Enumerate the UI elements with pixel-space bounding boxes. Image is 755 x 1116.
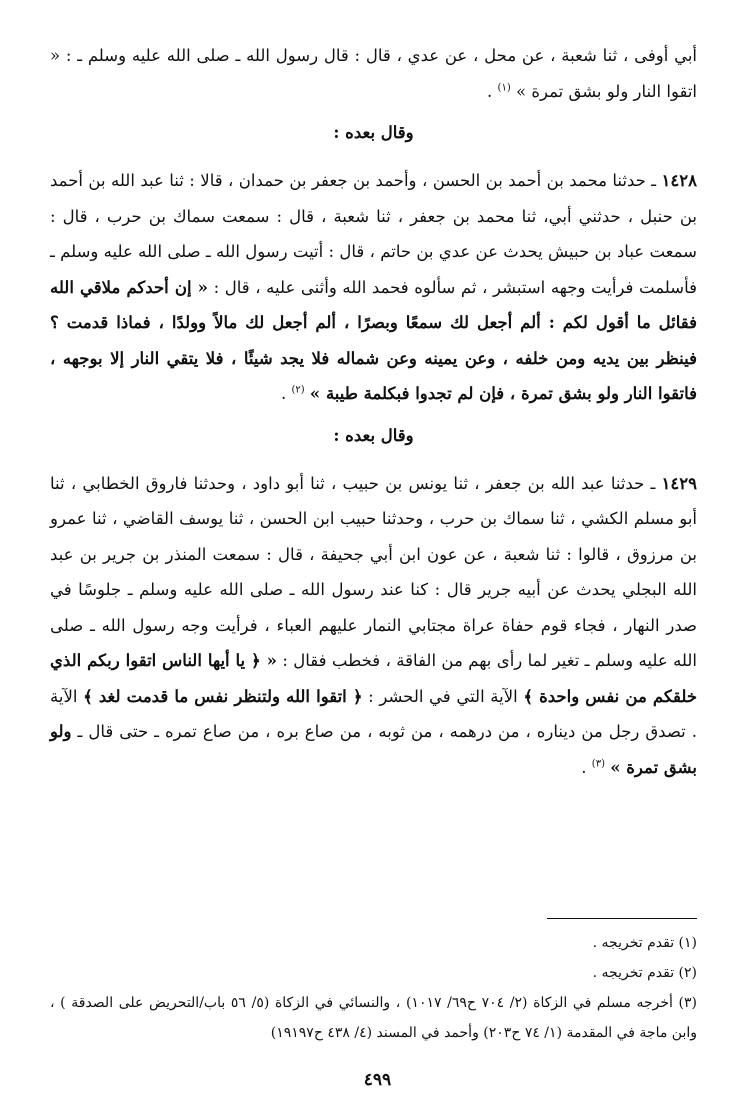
hadith-chain: ـ حدثنا محمد بن أحمد بن الحسن ، وأحمد بن جعفر بن حمدان ، قالا : ثنا عبد الله بن أحمد بن حنبل ، حدثني أبي، ثنا محمد بن جعفر ، ثنا شعبة ، قال : سمعت سماك بن حرب ، قال : سمعت عباد بن حبيش يحدث عن عدي بن حاتم ، قال : أتيت رسول الله ـ صلى الله عليه وسلم ـ فأسلمت فرأيت وجهه استبشر ، ثم سألوه فحمد الله وأثنى عليه ، قال : <box>50 171 697 297</box>
page-number: ٤٩٩ <box>363 1070 392 1090</box>
top-paragraph <box>50 38 697 109</box>
footnote-1: (١) تقدم تخريجه . <box>592 935 697 951</box>
footnotes <box>50 928 697 1048</box>
section-heading-2: وقال بعده : <box>333 425 414 445</box>
quran-verse-1: « ﴿ يا أيها الناس اتقوا ربكم الذي خلقكم من نفس واحدة ﴾ <box>50 651 698 706</box>
hadith-1429 <box>50 466 697 786</box>
hadith-chain: ـ حدثنا عبد الله بن جعفر ، ثنا يونس بن حبيب ، ثنا أبو داود ، وحدثنا فاروق الخطابي ، ثنا أبو مسلم الكشي ، ثنا سماك بن حرب ، وحدثنا حبيب ابن الحسن ، ثنا يوسف القاضي ، ثنا عمرو بن مرزوق ، قالوا : ثنا شعبة ، عن عون ابن أبي جحيفة ، قال : سمعت المنذر بن جرير بن عبد الله البجلي يحدث عن أبيه جرير قال : كنا عند رسول الله ـ صلى الله عليه وسلم ـ جلوسًا في صدر النهار ، فجاء قوم حفاة عراة مجتابي النمار عليهم العباء ، فرأيت وجه رسول الله ـ صلى الله عليه وسلم ـ تغير لما رأى بهم من الفاقة ، فخطب فقال : <box>50 473 697 670</box>
hadith-1429-end: . <box>581 757 592 777</box>
footnote-2: (٢) تقدم تخريجه . <box>592 965 697 981</box>
hadith-1428-end: . <box>280 384 292 403</box>
hadith-text-e: الآية . تصدق رجل من ديناره ، من درهمه ، من ثوبه ، من صاع بره ، من صاع تمره ـ حتى قال ـ <box>50 686 697 741</box>
hadith-text-c: الآية التي في الحشر : <box>362 686 524 706</box>
footnote-ref-1: (١) <box>497 82 511 93</box>
hadith-matn-end: ولو بشق تمرة » <box>50 722 697 777</box>
footnote-3: (٣) أخرجه مسلم في الزكاة (٢/ ٧٠٤ ح٦٩/ ١٠١٧) ، والنسائي في الزكاة (٥/ ٥٦ باب/التحريض على الصدقة ) ، وابن ماجة في المقدمة (١/ ٧٤ ح٢٠٣) وأحمد في المسند (٤/ ٤٣٨ ح١٩١٩٧) <box>50 995 697 1041</box>
hadith-number: ١٤٢٩ <box>661 473 697 493</box>
footnote-ref-3: (٣) <box>591 758 605 769</box>
hadith-matn: « إن أحدكم ملاقي الله فقائل ما أقول لكم : ألم أجعل لك سمعًا وبصرًا ، ألم أجعل لك مالاً وولدًا ، فماذا قدمت ؟ فينظر بين يديه ومن خلفه ، وعن يمينه وعن شماله فلا يجد شيئًا ، فلا يتقي النار إلا بوجهه ، فاتقوا النار ولو بشق تمرة ، فإن لم تجدوا فبكلمة طيبة » <box>50 277 697 403</box>
footnote-ref-2: (٢) <box>291 384 305 396</box>
top-paragraph-text: أبي أوفى ، ثنا شعبة ، عن محل ، عن عدي ، قال : قال رسول الله ـ صلى الله عليه وسلم ـ : « اتقوا النار ولو بشق تمرة » <box>50 46 697 101</box>
top-paragraph-end: . <box>487 81 498 101</box>
quran-verse-2: ﴿ اتقوا الله ولتنظر نفس ما قدمت لغد ﴾ <box>83 686 363 706</box>
footnote-separator <box>547 918 697 919</box>
section-heading-1: وقال بعده : <box>333 123 414 142</box>
hadith-1428 <box>50 163 697 412</box>
hadith-number: ١٤٢٨ <box>661 171 697 190</box>
